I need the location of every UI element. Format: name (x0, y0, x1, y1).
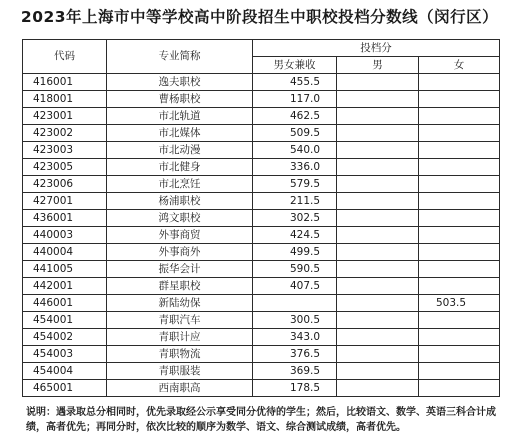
cell-male-score (337, 91, 419, 108)
table-row (23, 125, 500, 142)
cell-code: 440004 (23, 244, 107, 261)
cell-mixed-score: 178.5 (253, 380, 337, 397)
table-row (23, 142, 500, 159)
cell-female-score (419, 210, 500, 227)
cell-code: 423001 (23, 108, 107, 125)
cell-male-score (337, 261, 419, 278)
table-row (23, 227, 500, 244)
score-table (22, 39, 500, 397)
cell-male-score (337, 380, 419, 397)
cell-name: 逸夫职校 (107, 74, 253, 91)
cell-code: 423005 (23, 159, 107, 176)
cell-code: 423002 (23, 125, 107, 142)
cell-male-score (337, 108, 419, 125)
cell-mixed-score: 455.5 (253, 74, 337, 91)
cell-name: 群星职校 (107, 278, 253, 295)
cell-mixed-score: 540.0 (253, 142, 337, 159)
table-row (23, 193, 500, 210)
cell-code: 442001 (23, 278, 107, 295)
cell-female-score (419, 346, 500, 363)
cell-mixed-score: 424.5 (253, 227, 337, 244)
cell-male-score (337, 312, 419, 329)
table-row (23, 210, 500, 227)
table-row (23, 329, 500, 346)
cell-name: 市北媒体 (107, 125, 253, 142)
cell-female-score (419, 74, 500, 91)
cell-mixed-score: 300.5 (253, 312, 337, 329)
cell-code: 440003 (23, 227, 107, 244)
cell-code: 418001 (23, 91, 107, 108)
cell-female-score (419, 176, 500, 193)
cell-name: 新陆幼保 (107, 295, 253, 312)
cell-name: 青职物流 (107, 346, 253, 363)
cell-code: 454001 (23, 312, 107, 329)
cell-female-score (419, 363, 500, 380)
cell-name: 振华会计 (107, 261, 253, 278)
table-row (23, 261, 500, 278)
cell-mixed-score: 117.0 (253, 91, 337, 108)
cell-female-score (419, 108, 500, 125)
table-row (23, 346, 500, 363)
cell-mixed-score: 211.5 (253, 193, 337, 210)
table-row (23, 91, 500, 108)
cell-mixed-score: 336.0 (253, 159, 337, 176)
cell-code: 436001 (23, 210, 107, 227)
cell-female-score (419, 159, 500, 176)
header-code: 代码 (23, 40, 107, 74)
table-body (23, 74, 500, 397)
cell-name: 市北轨道 (107, 108, 253, 125)
header-male: 男 (337, 57, 419, 74)
cell-name: 曹杨职校 (107, 91, 253, 108)
cell-name: 市北健身 (107, 159, 253, 176)
cell-male-score (337, 125, 419, 142)
cell-name: 市北动漫 (107, 142, 253, 159)
cell-female-score (419, 142, 500, 159)
cell-mixed-score: 376.5 (253, 346, 337, 363)
page-title: 2023年上海市中等学校高中阶段招生中职校投档分数线（闵行区） (20, 8, 499, 26)
cell-code: 454004 (23, 363, 107, 380)
cell-female-score (419, 244, 500, 261)
cell-name: 青职服装 (107, 363, 253, 380)
cell-male-score (337, 278, 419, 295)
cell-code: 454003 (23, 346, 107, 363)
cell-code: 423006 (23, 176, 107, 193)
cell-female-score (419, 261, 500, 278)
cell-female-score (419, 125, 500, 142)
cell-name: 外事商外 (107, 244, 253, 261)
cell-male-score (337, 363, 419, 380)
cell-mixed-score: 590.5 (253, 261, 337, 278)
table-header-row (23, 40, 500, 57)
cell-name: 外事商贸 (107, 227, 253, 244)
header-score-group: 投档分 (253, 40, 500, 57)
table-row (23, 278, 500, 295)
cell-female-score (419, 278, 500, 295)
cell-female-score (419, 193, 500, 210)
cell-mixed-score: 302.5 (253, 210, 337, 227)
cell-female-score (419, 91, 500, 108)
cell-male-score (337, 210, 419, 227)
cell-male-score (337, 329, 419, 346)
header-name: 专业简称 (107, 40, 253, 74)
cell-mixed-score: 407.5 (253, 278, 337, 295)
cell-female-score (419, 380, 500, 397)
cell-code: 454002 (23, 329, 107, 346)
table-row (23, 380, 500, 397)
cell-male-score (337, 176, 419, 193)
cell-male-score (337, 227, 419, 244)
table-row (23, 74, 500, 91)
cell-mixed-score: 343.0 (253, 329, 337, 346)
cell-name: 市北烹饪 (107, 176, 253, 193)
table-row (23, 295, 500, 312)
cell-name: 青职计应 (107, 329, 253, 346)
cell-name: 青职汽车 (107, 312, 253, 329)
cell-name: 西南职高 (107, 380, 253, 397)
cell-mixed-score: 579.5 (253, 176, 337, 193)
cell-code: 441005 (23, 261, 107, 278)
cell-name: 鸿文职校 (107, 210, 253, 227)
cell-male-score (337, 74, 419, 91)
cell-code: 423003 (23, 142, 107, 159)
cell-female-score: 503.5 (419, 295, 500, 312)
header-female: 女 (419, 57, 500, 74)
footnote: 说明：遇录取总分相同时，优先录取经公示享受同分优待的学生；然后，比较语文、数学、英语三科合计成绩，高者优先；再同分时，依次比较的顺序为数学、语文、综合测试成绩，高者优先。 (26, 407, 496, 433)
cell-code: 416001 (23, 74, 107, 91)
cell-male-score (337, 346, 419, 363)
table-row (23, 312, 500, 329)
cell-male-score (337, 193, 419, 210)
cell-female-score (419, 312, 500, 329)
header-mixed: 男女兼收 (253, 57, 337, 74)
cell-female-score (419, 227, 500, 244)
cell-code: 427001 (23, 193, 107, 210)
cell-code: 446001 (23, 295, 107, 312)
table-row (23, 176, 500, 193)
cell-male-score (337, 159, 419, 176)
table-row (23, 159, 500, 176)
cell-mixed-score: 369.5 (253, 363, 337, 380)
cell-code: 465001 (23, 380, 107, 397)
cell-mixed-score (253, 295, 337, 312)
cell-male-score (337, 244, 419, 261)
table-row (23, 108, 500, 125)
cell-male-score (337, 295, 419, 312)
cell-mixed-score: 499.5 (253, 244, 337, 261)
cell-mixed-score: 509.5 (253, 125, 337, 142)
table-row (23, 363, 500, 380)
cell-female-score (419, 329, 500, 346)
cell-mixed-score: 462.5 (253, 108, 337, 125)
cell-male-score (337, 142, 419, 159)
cell-name: 杨浦职校 (107, 193, 253, 210)
table-row (23, 244, 500, 261)
